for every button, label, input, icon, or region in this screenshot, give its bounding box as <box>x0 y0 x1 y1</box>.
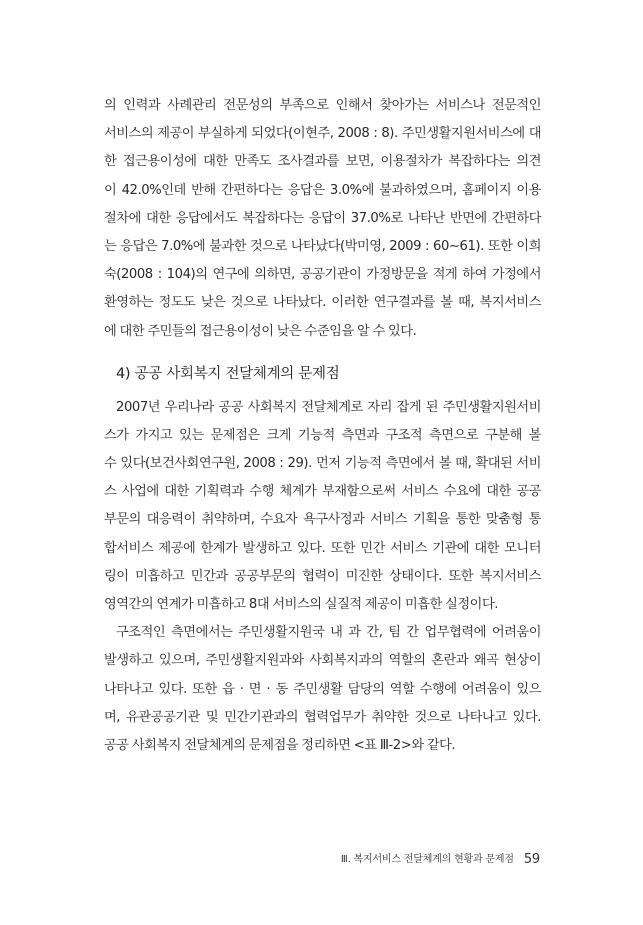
text-line: 나타나고 있다. 또한 읍 · 면 · 동 주민생활 담당의 역할 수행에 어려움이 있으 <box>104 681 541 697</box>
text-line: 링이 미흡하고 민간과 공공부문의 협력이 미진한 상태이다. 또한 복지서비스 <box>104 568 541 584</box>
text-line: 스 사업에 대한 기획력과 수행 체계가 부재함으로써 서비스 수요에 대한 공공 <box>104 484 541 500</box>
text-line: 서비스의 제공이 부실하게 되었다(이현주, 2008 : 8). 주민생활지원서비스에 대 <box>104 126 541 142</box>
text-line: 2007년 우리나라 공공 사회복지 전달체계로 자리 잡게 된 주민생활지원서비 <box>116 399 541 415</box>
text-line: 영역간의 연계가 미흡하고 8대 서비스의 실질적 제공이 미흡한 실정이다. <box>104 597 499 612</box>
text-line: 이 42.0%인데 반해 간편하다는 응답은 3.0%에 불과하였으며, 홈페이지 이용 <box>104 182 541 198</box>
running-footer-chapter: Ⅲ. 복지서비스 전달체계의 현황과 문제점 <box>340 854 514 865</box>
text-line: 는 응답은 7.0%에 불과한 것으로 나타났다(박미영, 2009 : 60∼61). 또한 이희 <box>104 238 541 254</box>
text-line: 공공 사회복지 전달체계의 문제점을 정리하면 <표 Ⅲ-2>와 같다. <box>104 737 456 753</box>
text-line: 수 있다(보건사회연구원, 2008 : 29). 먼저 기능적 측면에서 볼 때, 확대된 서비 <box>104 456 541 472</box>
page-number: 59 <box>523 852 540 867</box>
text-line: 에 대한 주민들의 접근용이성이 낮은 수준임을 알 수 있다. <box>104 323 417 339</box>
text-line: 환영하는 정도도 낮은 것으로 나타났다. 이러한 연구결과를 볼 때, 복지서비스 <box>104 295 541 311</box>
text-line: 절차에 대한 응답에서도 복잡하다는 응답이 37.0%로 나타난 반면에 간편하다 <box>104 210 541 226</box>
page-footer <box>341 850 540 867</box>
text-line: 의 인력과 사례관리 전문성의 부족으로 인해서 찾아가는 서비스나 전문적인 <box>104 98 541 113</box>
text-line: 구조적인 측면에서는 주민생활지원국 내 과 간, 팀 간 업무협력에 어려움이 <box>116 625 541 641</box>
text-line: 발생하고 있으며, 주민생활지원과와 사회복지과의 역할의 혼란과 왜곡 현상이 <box>104 653 541 669</box>
text-line: 부문의 대응력이 취약하며, 수요자 욕구사정과 서비스 기획을 통한 맞춤형 통 <box>104 512 541 528</box>
paragraph-1 <box>104 92 541 346</box>
text-line: 며, 유관공공기관 및 민간기관과의 협력업무가 취약한 것으로 나타나고 있다. <box>104 709 541 725</box>
text-line: 숙(2008 : 104)의 연구에 의하면, 공공기관이 가정방문을 적게 하여 가정에서 <box>104 267 541 283</box>
page-body <box>104 92 541 760</box>
paragraph-3 <box>104 619 541 760</box>
text-line: 한 접근용이성에 대한 만족도 조사결과를 보면, 이용절차가 복잡하다는 의견 <box>104 154 541 170</box>
section-heading: 4) 공공 사회복지 전달체계의 문제점 <box>116 365 340 382</box>
paragraph-2 <box>104 394 541 620</box>
text-line: 스가 가지고 있는 문제점은 크게 기능적 측면과 구조적 측면으로 구분해 볼 <box>104 427 541 443</box>
text-line: 합서비스 제공에 한계가 발생하고 있다. 또한 민간 서비스 기관에 대한 모니터 <box>104 540 541 556</box>
